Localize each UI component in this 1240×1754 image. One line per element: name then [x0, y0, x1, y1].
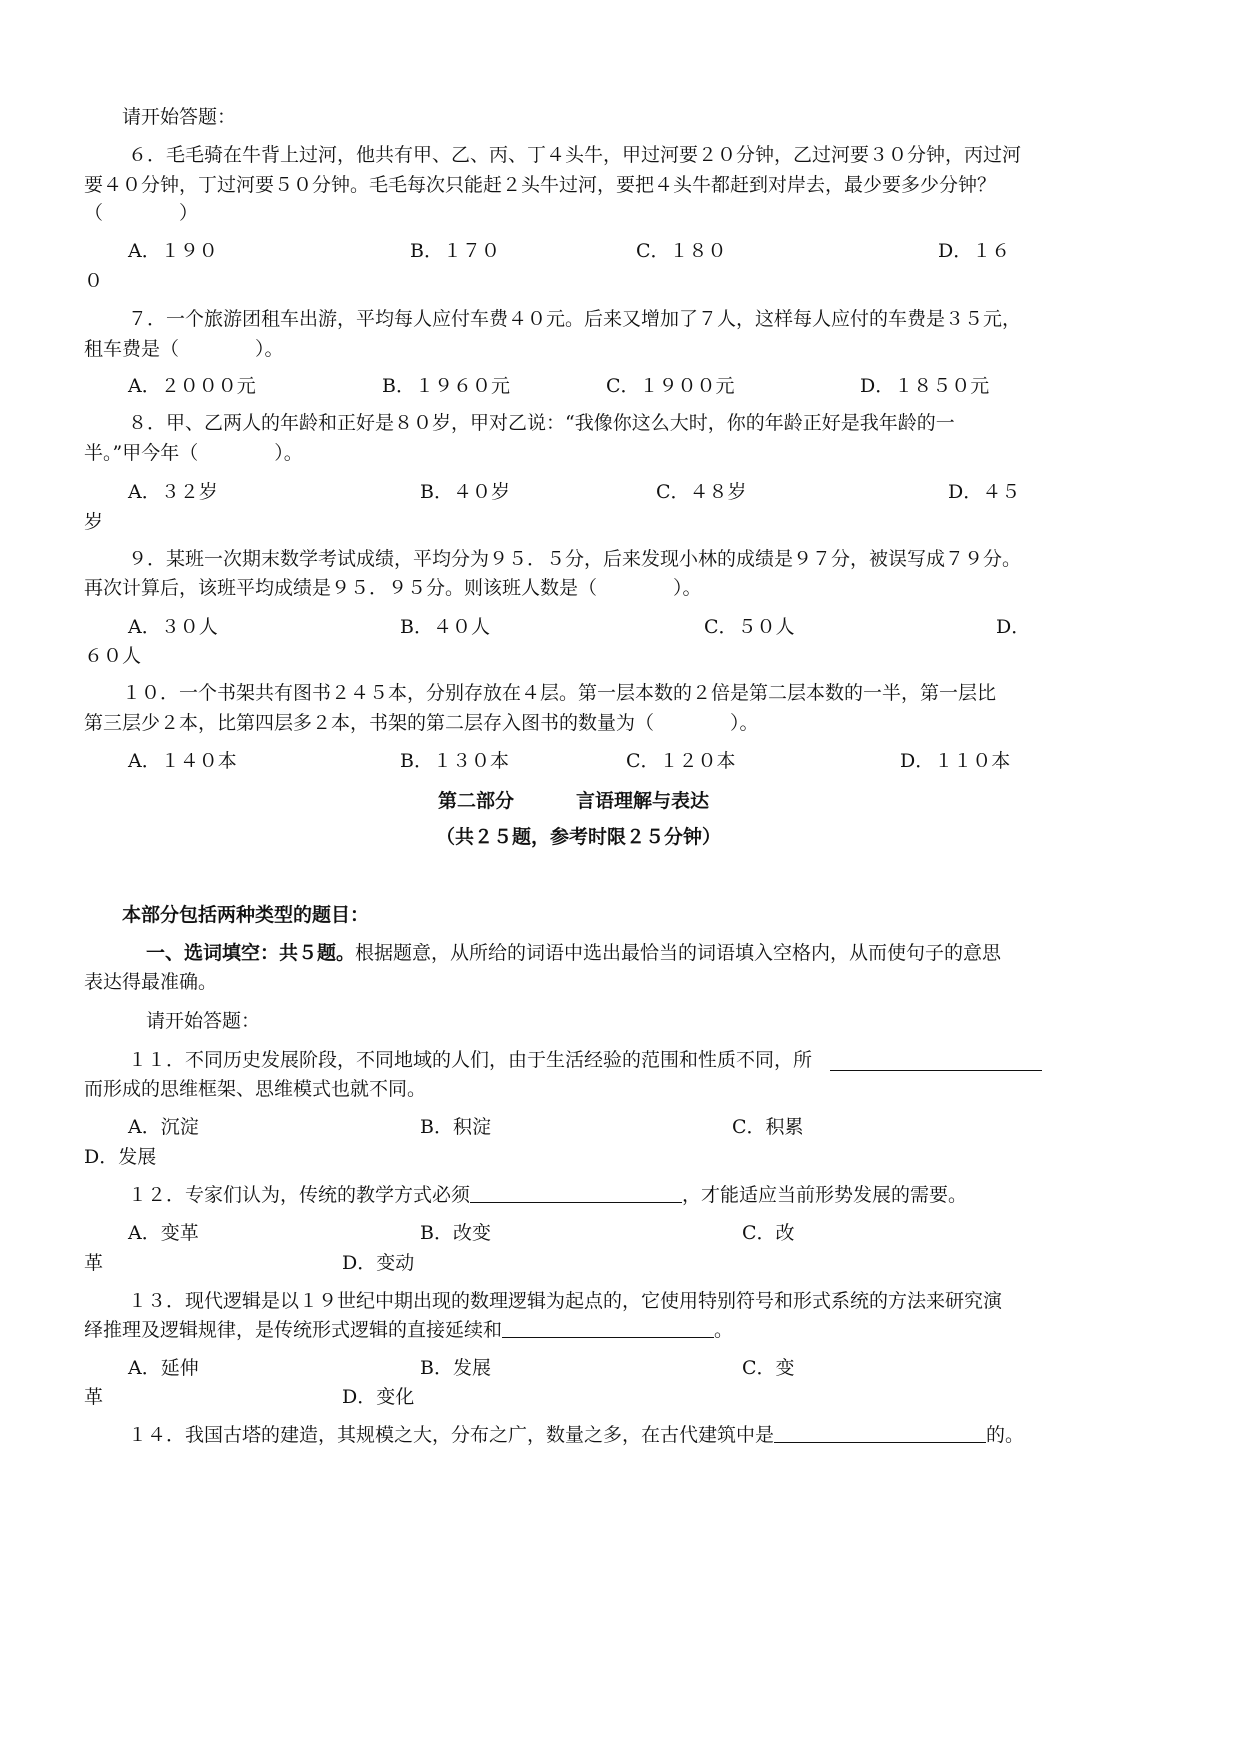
question-13-option-b[interactable]: B．发展: [420, 1357, 491, 1379]
question-11-line-2: 而形成的思维框架、思维模式也就不同。: [84, 1078, 427, 1100]
part-2-intro: 本部分包括两种类型的题目：: [122, 904, 370, 926]
question-9-option-c[interactable]: C．５０人: [704, 616, 795, 638]
question-14-text-b: 的。: [986, 1424, 1025, 1446]
question-13-option-c[interactable]: C．变: [742, 1357, 795, 1379]
question-11-blank[interactable]: [830, 1050, 1042, 1071]
question-6-option-c[interactable]: C．１８０: [636, 240, 727, 262]
question-13-option-a[interactable]: A．延伸: [128, 1357, 199, 1379]
question-12-text-b: ，才能适应当前形势发展的需要。: [682, 1184, 968, 1206]
question-13-line-2: [84, 1317, 733, 1343]
part-2-title-topic: 言语理解与表达: [576, 790, 710, 812]
start-prompt-2: 请开始答题：: [146, 1010, 261, 1032]
question-9-option-b[interactable]: B．４０人: [400, 616, 490, 638]
question-12-option-b[interactable]: B．改变: [420, 1222, 491, 1244]
question-7-option-b[interactable]: B．１９６０元: [382, 375, 510, 397]
question-12-option-a[interactable]: A．变革: [128, 1222, 199, 1244]
question-13-option-d[interactable]: D．变化: [342, 1386, 415, 1408]
question-7-line-2: 租车费是（ ）。: [84, 338, 284, 360]
part-2-subtitle: （共２５题，参考时限２５分钟）: [436, 826, 722, 848]
question-6-option-d-wrap: ０: [84, 270, 104, 292]
question-11-option-d[interactable]: D．发展: [84, 1146, 157, 1168]
question-7-option-d[interactable]: D．１８５０元: [860, 375, 990, 397]
question-10-option-b[interactable]: B．１３０本: [400, 750, 509, 772]
question-6-option-d[interactable]: D．１６: [938, 240, 1011, 262]
question-10-option-c[interactable]: C．１２０本: [626, 750, 736, 772]
question-11-line-1: １１．不同历史发展阶段，不同地域的人们，由于生活经验的范围和性质不同，所: [128, 1049, 813, 1071]
question-10-option-a[interactable]: A．１４０本: [128, 750, 237, 772]
question-12-line-1: [128, 1182, 967, 1208]
question-8-option-c[interactable]: C．４８岁: [656, 481, 747, 503]
start-prompt: 请开始答题：: [122, 106, 237, 128]
question-10-line-2: 第三层少２本，比第四层多２本，书架的第二层存入图书的数量为（ ）。: [84, 712, 759, 734]
question-11-option-a[interactable]: A．沉淀: [128, 1116, 199, 1138]
question-14-blank[interactable]: [774, 1422, 986, 1443]
section-1-line-2: 表达得最准确。: [84, 971, 218, 993]
question-6-line-1: ６．毛毛骑在牛背上过河，他共有甲、乙、丙、丁４头牛，甲过河要２０分钟，乙过河要３０分钟，丙过河: [128, 144, 1022, 166]
question-14-text-a: １４．我国古塔的建造，其规模之大，分布之广，数量之多，在古代建筑中是: [128, 1424, 775, 1446]
question-6-answer-blank: （ ）: [84, 202, 199, 224]
question-9-option-d[interactable]: D．: [996, 616, 1031, 638]
question-6-line-2: 要４０分钟，丁过河要５０分钟。毛毛每次只能赶２头牛过河，要把４头牛都赶到对岸去，最少要多少分钟？: [84, 174, 997, 196]
question-7-line-1: ７．一个旅游团租车出游，平均每人应付车费４０元。后来又增加了７人，这样每人应付的车费是３５元，: [128, 308, 1022, 330]
question-10-line-1: １０．一个书架共有图书２４５本，分别存放在４层。第一层本数的２倍是第二层本数的一半，第一层比: [122, 682, 997, 704]
question-8-option-d[interactable]: D．４５: [948, 481, 1021, 503]
question-11-option-c[interactable]: C．积累: [732, 1116, 804, 1138]
question-8-line-1: ８．甲、乙两人的年龄和正好是８０岁，甲对乙说：“我像你这么大时，你的年龄正好是我年龄的一: [128, 412, 955, 434]
question-12-option-c[interactable]: C．改: [742, 1222, 795, 1244]
question-14-line-1: [128, 1422, 1024, 1448]
question-8-line-2: 半。”甲今年（ ）。: [84, 442, 303, 464]
section-1-instructions: 根据题意，从所给的词语中选出最恰当的词语填入空格内，从而使句子的意思: [355, 942, 1002, 964]
question-7-option-a[interactable]: A．２０００元: [128, 375, 256, 397]
question-10-option-d[interactable]: D．１１０本: [900, 750, 1011, 772]
question-13-blank[interactable]: [502, 1317, 714, 1338]
question-9-line-2: 再次计算后，该班平均成绩是９５．９５分。则该班人数是（ ）。: [84, 577, 702, 599]
question-12-option-c-wrap: 革: [84, 1252, 104, 1274]
question-6-option-a[interactable]: A．１９０: [128, 240, 218, 262]
question-13-text-b: 。: [714, 1319, 734, 1341]
question-13-text-a: 绎推理及逻辑规律，是传统形式逻辑的直接延续和: [84, 1319, 503, 1341]
section-1-line-1: [146, 940, 1001, 966]
question-9-option-a[interactable]: A．３０人: [128, 616, 218, 638]
question-12-text-a: １２．专家们认为，传统的教学方式必须: [128, 1184, 471, 1206]
question-9-option-d-wrap: ６０人: [84, 645, 142, 667]
question-13-line-1: １３．现代逻辑是以１９世纪中期出现的数理逻辑为起点的，它使用特别符号和形式系统的方法来研究演: [128, 1290, 1003, 1312]
part-2-title: 第二部分: [438, 790, 515, 812]
question-12-blank[interactable]: [470, 1182, 682, 1203]
question-9-line-1: ９．某班一次期末数学考试成绩，平均分为９５．５分，后来发现小林的成绩是９７分，被误写成７９分。: [128, 548, 1022, 570]
question-7-option-c[interactable]: C．１９００元: [606, 375, 735, 397]
question-12-option-d[interactable]: D．变动: [342, 1252, 415, 1274]
question-8-option-b[interactable]: B．４０岁: [420, 481, 510, 503]
question-8-option-a[interactable]: A．３２岁: [128, 481, 218, 503]
question-6-option-b[interactable]: B．１７０: [410, 240, 500, 262]
question-11-option-b[interactable]: B．积淀: [420, 1116, 491, 1138]
section-1-heading: 一、选词填空：共５题。: [146, 942, 356, 964]
question-13-option-c-wrap: 革: [84, 1386, 104, 1408]
question-8-option-d-wrap: 岁: [84, 511, 104, 533]
